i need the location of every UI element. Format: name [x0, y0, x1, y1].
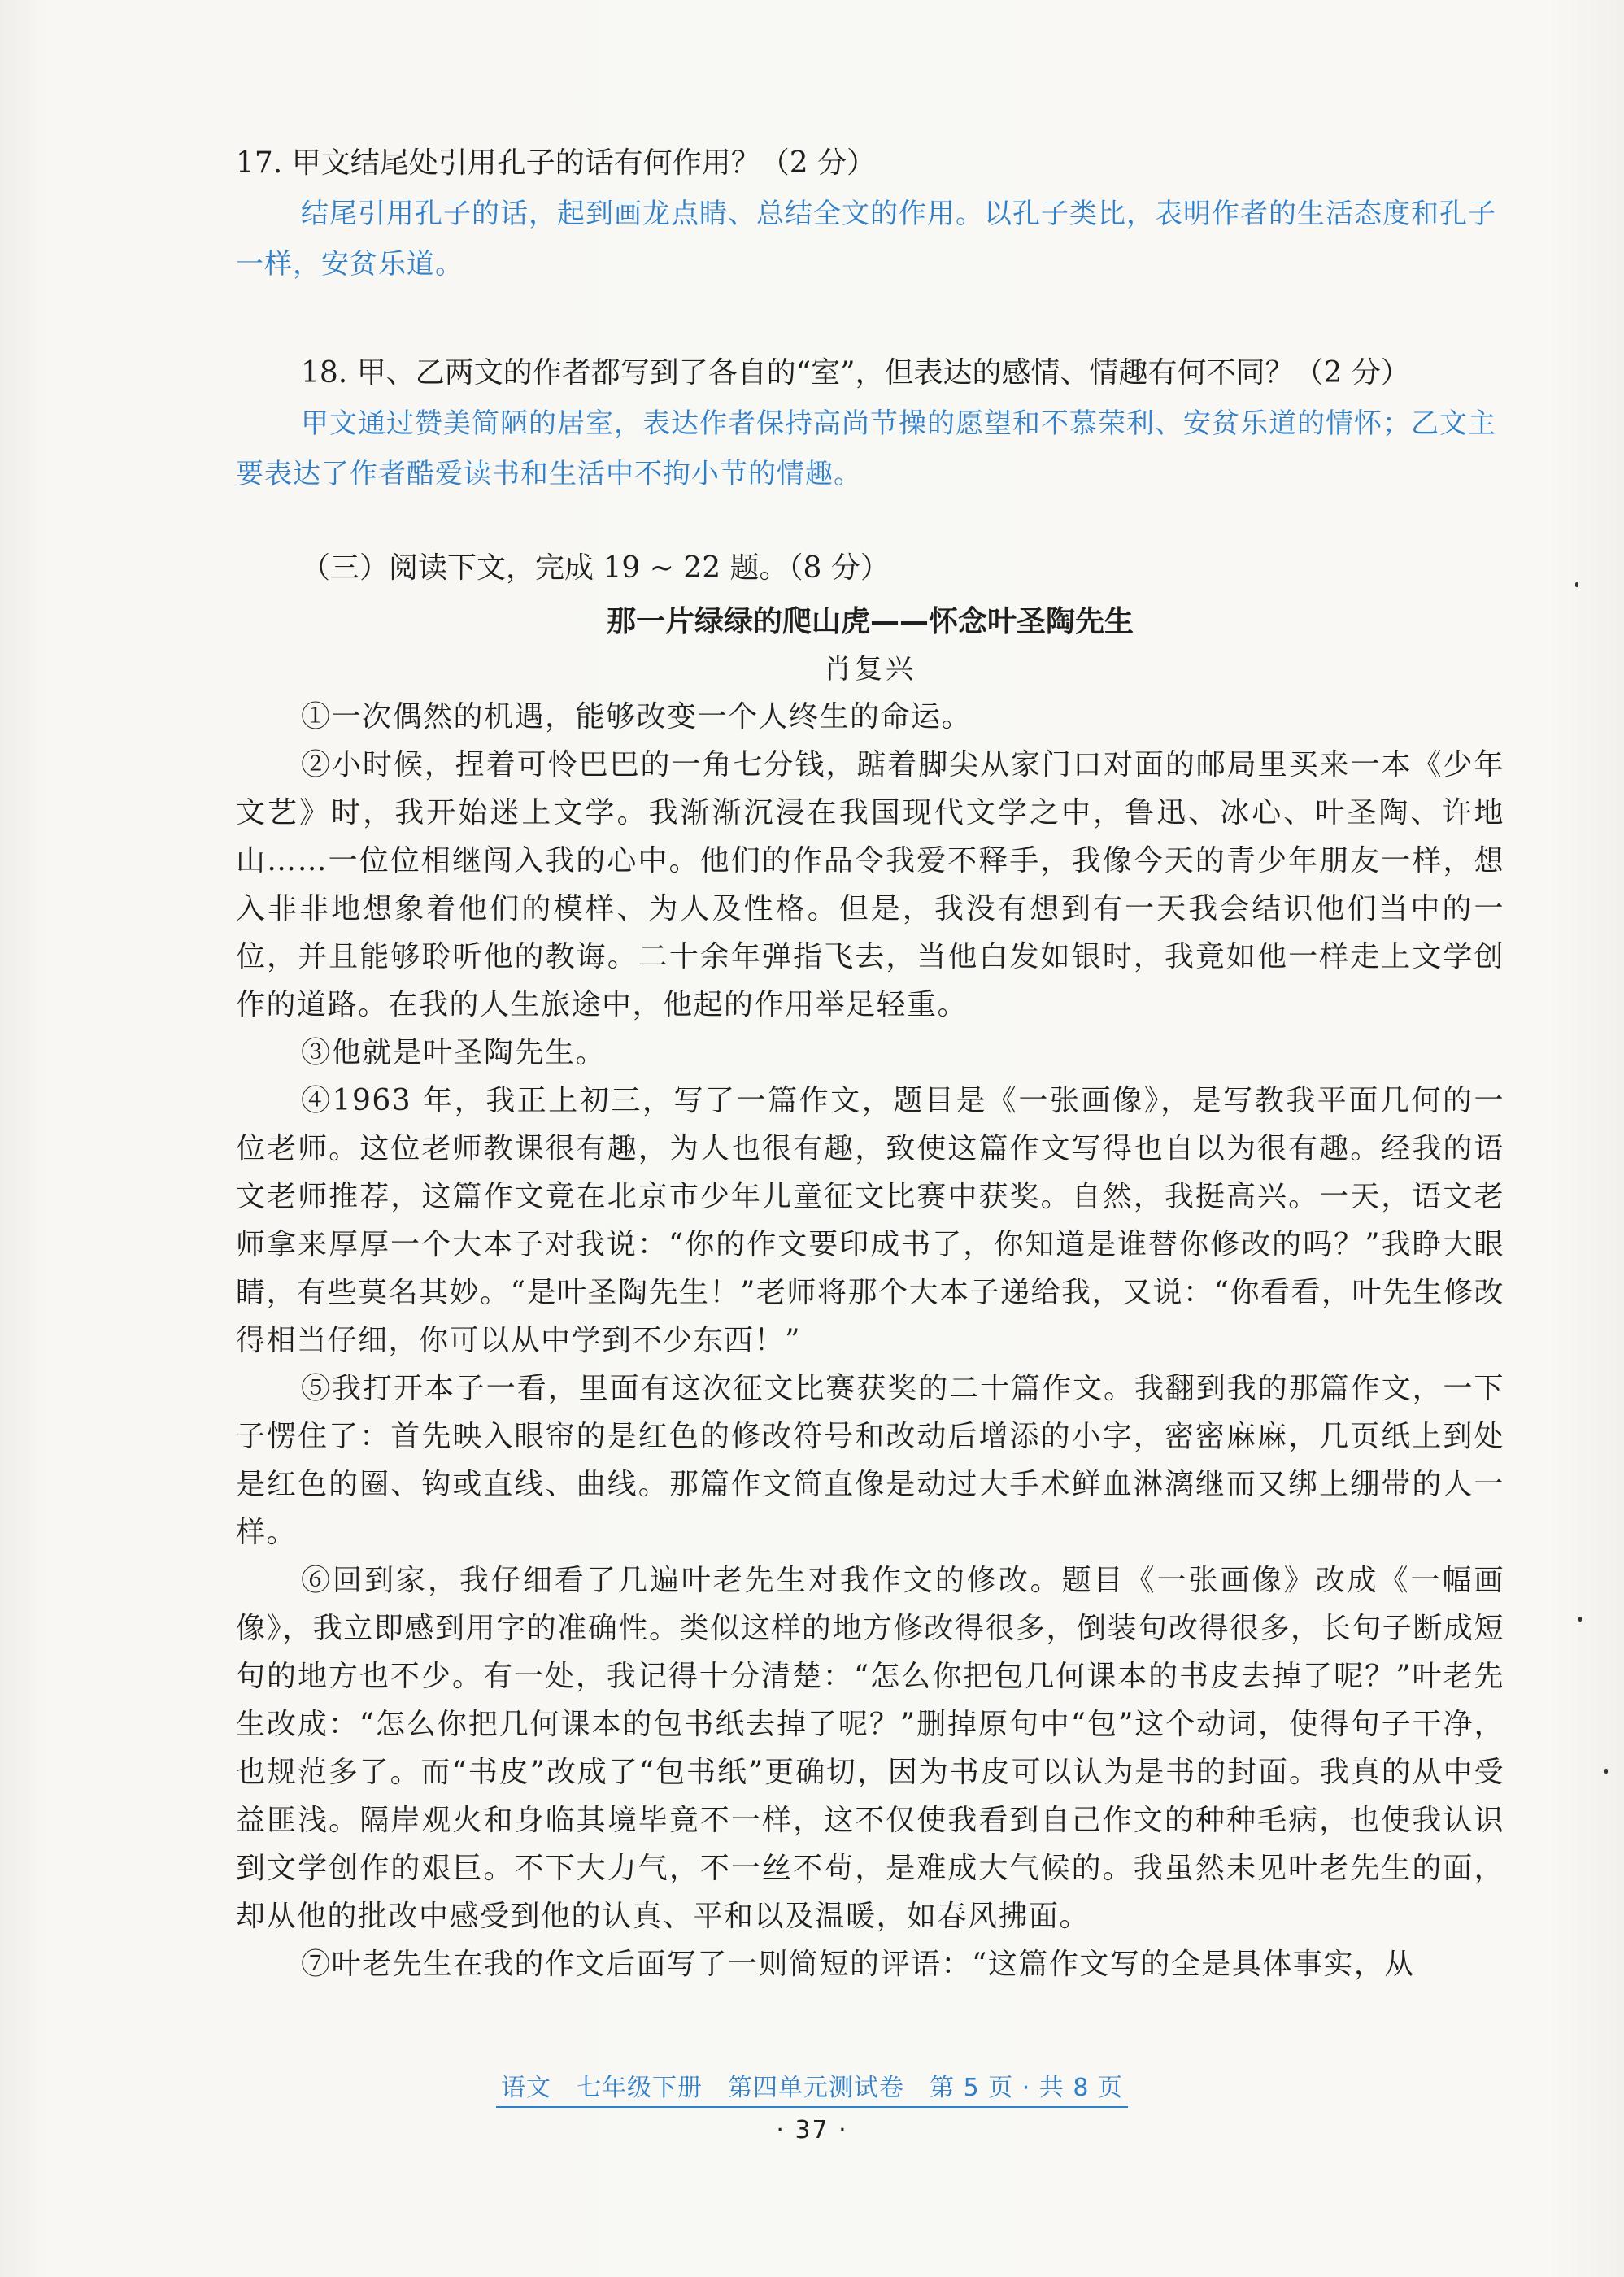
paragraph-5: ⑤我打开本子一看，里面有这次征文比赛获奖的二十篇作文。我翻到我的那篇作文，一下子愣住了：首先映入眼帘的是红色的修改符号和改动后增添的小字，密密麻麻，几页纸上到处是红色的圈、钩或直线、曲线。那篇作文简直像是动过大手术鲜血淋漓继而又绑上绷带的人一样。: [236, 1372, 1504, 1549]
paragraph-4: ④1963 年，我正上初三，写了一篇作文，题目是《一张画像》，是写教我平面几何的一位老师。这位老师教课很有趣，为人也很有趣，致使这篇作文写得也自以为很有趣。经我的语文老师推荐，这篇作文竟在北京市少年儿童征文比赛中获奖。自然，我挺高兴。一天，语文老师拿来厚厚一个大本子对我说：“你的作文要印成书了，你知道是谁替你修改的吗？”我睁大眼睛，有些莫名其妙。“是叶圣陶先生！”老师将那个大本子递给我，又说：“你看看，叶先生修改得相当仔细，你可以从中学到不少东西！”: [236, 1084, 1504, 1357]
page-content: [236, 138, 1504, 1988]
paragraph-3: ③他就是叶圣陶先生。: [301, 1036, 607, 1069]
paragraph-7: ⑦叶老先生在我的作文后面写了一则简短的评语：“这篇作文写的全是具体事实，从: [301, 1948, 1415, 1981]
question-18: 18. 甲、乙两文的作者都写到了各自的“室”，但表达的感情、情趣有何不同？（2 分）: [301, 356, 1410, 390]
answer-17: 结尾引用孔子的话，起到画龙点睛、总结全文的作用。以孔子类比，表明作者的生活态度和孔子一样，安贫乐道。: [236, 198, 1496, 281]
scan-speck: [1578, 1617, 1582, 1622]
question-17: 17. 甲文结尾处引用孔子的话有何作用？（2 分）: [236, 146, 877, 180]
spacer: [236, 499, 1504, 543]
page-footer: [0, 2067, 1624, 2144]
scan-speck: [1575, 582, 1578, 587]
paragraph-6: ⑥回到家，我仔细看了几遍叶老先生对我作文的修改。题目《一张画像》改成《一幅画像》，我立即感到用字的准确性。类似这样的地方修改得很多，倒装句改得很多，长句子断成短句的地方也不少。有一处，我记得十分清楚：“怎么你把包几何课本的书皮去掉了呢？”叶老先生改成：“怎么你把几何课本的包书纸去掉了呢？”删掉原句中“包”这个动词，使得句子干净，也规范多了。而“书皮”改成了“包书纸”更确切，因为书皮可以认为是书的封面。我真的从中受益匪浅。隔岸观火和身临其境毕竟不一样，这不仅使我看到自己作文的种种毛病，也使我认识到文学创作的艰巨。不下大力气，不一丝不苟，是难成大气候的。我虽然未见叶老先生的面，却从他的批改中感受到他的认真、平和以及温暖，如春风拂面。: [236, 1564, 1504, 1933]
paragraph-2: ②小时候，捏着可怜巴巴的一角七分钱，踮着脚尖从家门口对面的邮局里买来一本《少年文艺》时，我开始迷上文学。我渐渐沉浸在我国现代文学之中，鲁迅、冰心、叶圣陶、许地山……一位位相继闯入我的心中。他们的作品令我爱不释手，我像今天的青少年朋友一样，想入非非地想象着他们的模样、为人及性格。但是，我没有想到有一天我会结识他们当中的一位，并且能够聆听他的教诲。二十余年弹指飞去，当他白发如银时，我竟如他一样走上文学创作的道路。在我的人生旅途中，他起的作用举足轻重。: [236, 748, 1504, 1021]
page-number: · 37 ·: [776, 2116, 848, 2144]
footer-info: 语文 七年级下册 第四单元测试卷 第 5 页 · 共 8 页: [496, 2067, 1128, 2108]
article-title: 那一片绿绿的爬山虎——怀念叶圣陶先生: [606, 605, 1134, 638]
paragraph-1: ①一次偶然的机遇，能够改变一个人终生的命运。: [301, 700, 973, 734]
article-author: 肖复兴: [824, 653, 916, 686]
section-heading: （三）阅读下文，完成 19 ~ 22 题。（8 分）: [301, 551, 890, 585]
scan-speck: [1604, 1769, 1608, 1774]
spacer: [236, 290, 1504, 348]
answer-18: 甲文通过赞美简陋的居室，表达作者保持高尚节操的愿望和不慕荣利、安贫乐道的情怀；乙文主要表达了作者酷爱读书和生活中不拘小节的情趣。: [236, 407, 1496, 490]
